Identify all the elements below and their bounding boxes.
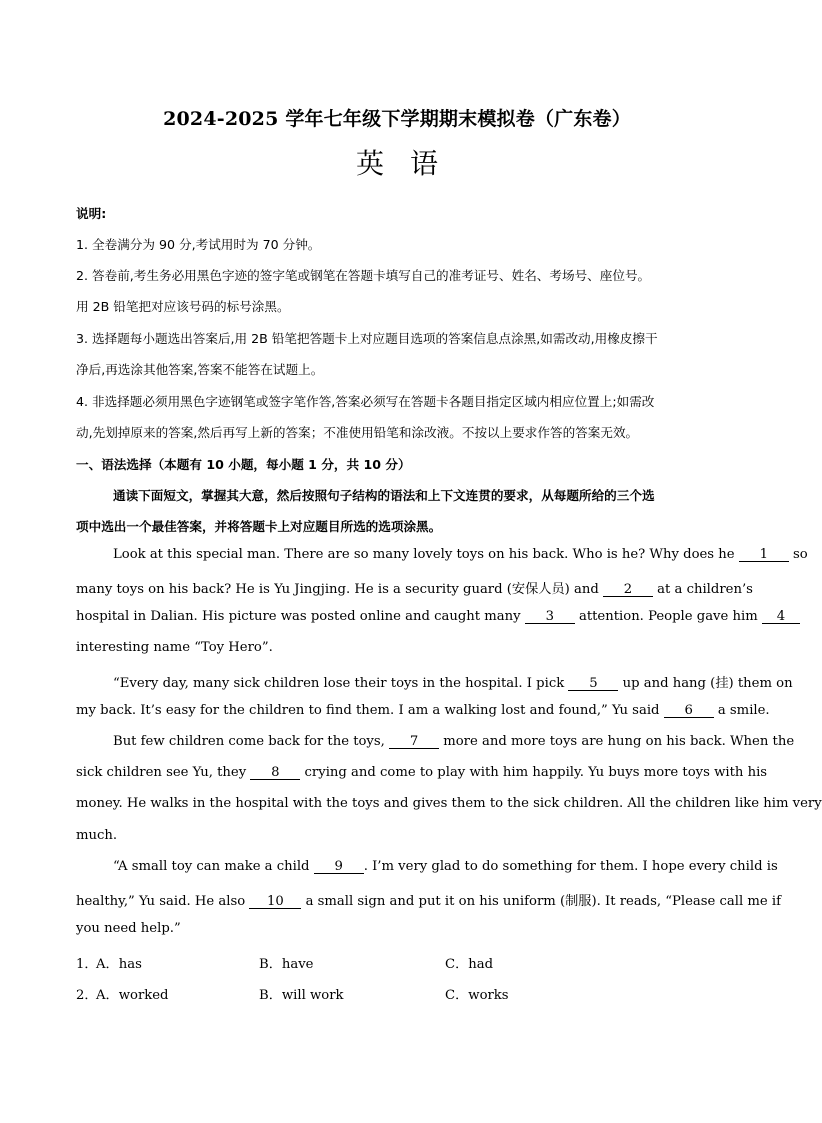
blank-7: 7: [389, 735, 439, 749]
blank-10: 10: [249, 895, 301, 909]
passage-line: sick children see Yu, they 8 crying and come to play with him happily. Yu buys more toys with his: [76, 765, 768, 780]
instruction-line: 2. 答卷前,考生务必用黑色字迹的签字笔或钢笔在答题卡填写自己的准考证号、姓名、考场号、座位号。: [76, 268, 651, 283]
section-directions: 项中选出一个最佳答案，并将答题卡上对应题目所选的选项涂黑。: [76, 519, 442, 534]
blank-5: 5: [568, 677, 618, 691]
blank-9: 9: [314, 860, 364, 874]
option-a[interactable]: A．has: [96, 957, 142, 972]
option-a[interactable]: A．worked: [96, 988, 169, 1003]
blank-4: 4: [762, 610, 800, 624]
subject-title: 英语: [355, 147, 464, 180]
instruction-line: 动,先划掉原来的答案,然后再写上新的答案；不准使用铅笔和涂改液。不按以上要求作答的答案无效。: [76, 425, 639, 440]
passage-line: But few children come back for the toys, 7 more and more toys are hung on his back. When the: [113, 734, 795, 749]
blank-1: 1: [739, 548, 789, 562]
instruction-line: 1. 全卷满分为 90 分,考试用时为 70 分钟。: [76, 237, 321, 252]
passage-line: much.: [76, 828, 118, 843]
blank-3: 3: [525, 610, 575, 624]
instruction-line: 净后,再选涂其他答案,答案不能答在试题上。: [76, 362, 324, 377]
blank-6: 6: [664, 704, 714, 718]
section-directions: 通读下面短文，掌握其大意，然后按照句子结构的语法和上下文连贯的要求，从每题所给的三个选: [113, 488, 655, 503]
exam-title: 2024-2025 学年七年级下学期期末模拟卷（广东卷）: [163, 108, 631, 130]
passage-line: “A small toy can make a child 9 . I’m very glad to do something for them. I hope every child is: [113, 859, 778, 874]
passage-line: “Every day, many sick children lose their toys in the hospital. I pick 5 up and hang (挂) them on: [113, 676, 793, 691]
instructions-heading: 说明:: [76, 206, 107, 221]
passage-line: interesting name “Toy Hero”.: [76, 640, 273, 655]
blank-8: 8: [250, 766, 300, 780]
passage-line: hospital in Dalian. His picture was posted online and caught many 3 attention. People gave him 4: [76, 609, 800, 624]
passage-line: Look at this special man. There are so many lovely toys on his back. Who is he? Why does he 1 so: [113, 547, 808, 562]
option-c[interactable]: C．works: [445, 988, 509, 1003]
option-b[interactable]: B．will work: [259, 988, 344, 1003]
question-number: 2．: [76, 988, 98, 1003]
instruction-line: 用 2B 铅笔把对应该号码的标号涂黑。: [76, 299, 290, 314]
instruction-line: 3. 选择题每小题选出答案后,用 2B 铅笔把答题卡上对应题目选项的答案信息点涂黑,如需改动,用橡皮擦干: [76, 331, 658, 346]
section-heading: 一、语法选择（本题有 10 小题，每小题 1 分，共 10 分）: [76, 457, 411, 472]
passage-line: my back. It’s easy for the children to find them. I am a walking lost and found,” Yu said 6 a smile.: [76, 703, 770, 718]
passage-line: many toys on his back? He is Yu Jingjing. He is a security guard (安保人员) and 2 at a children’s: [76, 582, 753, 597]
instruction-line: 4. 非选择题必须用黑色字迹钢笔或签字笔作答,答案必须写在答题卡各题目指定区域内相应位置上;如需改: [76, 394, 655, 409]
option-b[interactable]: B．have: [259, 957, 314, 972]
blank-2: 2: [603, 583, 653, 597]
option-c[interactable]: C．had: [445, 957, 494, 972]
passage-line: healthy,” Yu said. He also 10 a small sign and put it on his uniform (制服). It reads, “Please call me if: [76, 894, 782, 909]
passage-line: you need help.”: [76, 921, 181, 936]
question-number: 1．: [76, 957, 98, 972]
passage-line: money. He walks in the hospital with the toys and gives them to the sick children. All the children like him very: [76, 796, 822, 811]
